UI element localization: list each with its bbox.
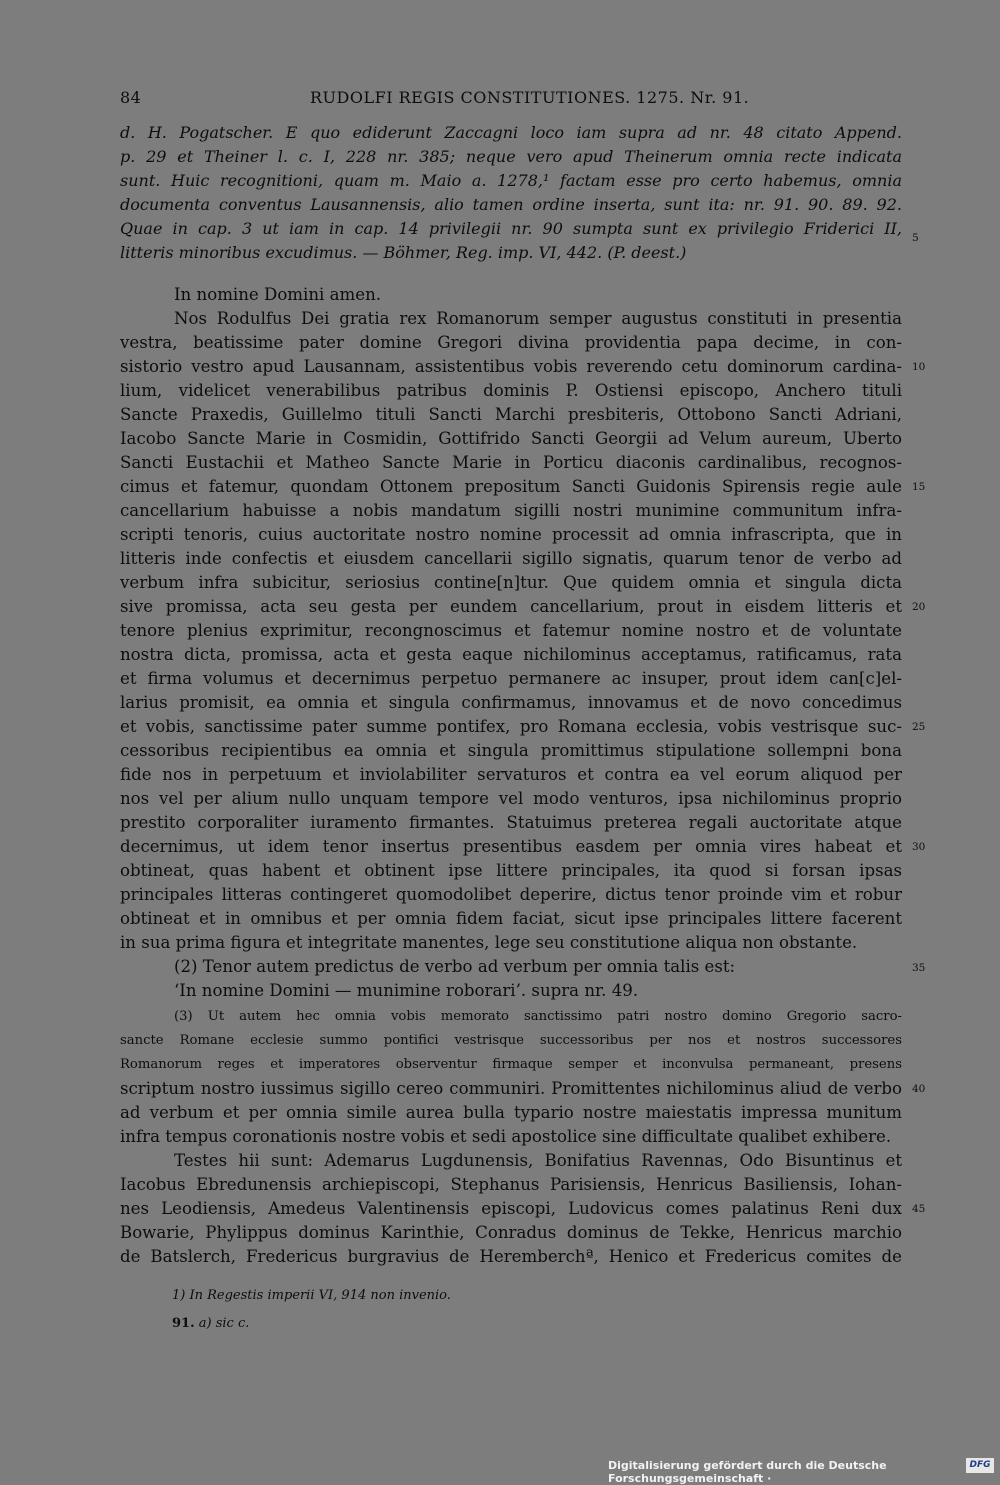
body-line: nes Leodiensis, Amedeus Valentinensis episcopi, Ludovicus comes palatinus Reni dux xyxy=(120,1199,902,1218)
body-line: ‘In nomine Domini — munimine roborari’. supra nr. 49. xyxy=(174,981,639,1000)
body-line: cessoribus recipientibus ea omnia et singula promittimus stipulatione sollempni bona xyxy=(120,741,902,760)
body-line: In nomine Domini amen. xyxy=(174,285,382,304)
running-title: RUDOLFI REGIS CONSTITUTIONES. 1275. Nr. 91. xyxy=(310,88,750,107)
body-line: Testes hii sunt: Ademarus Lugdunensis, Bonifatius Ravennas, Odo Bisuntinus et xyxy=(174,1151,902,1170)
body-line: vestra, beatissime pater domine Gregori divina providentia papa decime, in con- xyxy=(120,333,902,352)
body-line: Sancti Eustachii et Matheo Sancte Marie in Porticu diaconis cardinalibus, recognos- xyxy=(120,453,902,472)
footnote-2 xyxy=(172,1316,249,1331)
body-line: cancellarium habuisse a nobis mandatum sigilli nostri munimine communitum infra- xyxy=(120,501,902,520)
body-line: scriptum nostro iussimus sigillo cereo communiri. Promittentes nichilominus aliud de verbo xyxy=(120,1079,902,1098)
body-line: litteris inde confectis et eiusdem cancellarii sigillo signatis, quarum tenor de verbo ad xyxy=(120,549,902,568)
intro-line: litteris minoribus excudimus. — Böhmer, Reg. imp. VI, 442. (P. deest.) xyxy=(120,243,687,262)
dfg-logo: DFG xyxy=(966,1458,994,1473)
body-line: decernimus, ut idem tenor insertus presentibus easdem per omnia vires habeat et xyxy=(120,837,902,856)
body-line: tenore plenius exprimitur, recongnoscimus et fatemur nomine nostro et de voluntate xyxy=(120,621,902,640)
small-line: Romanorum reges et imperatores observentur firmaque semper et inconvulsa permaneant, presens xyxy=(120,1057,902,1072)
body-line: obtineat, quas habent et obtinent ipse littere principales, ita quod si forsan ipsas xyxy=(120,861,902,880)
body-line: infra tempus coronationis nostre vobis et sedi apostolice sine difficultate qualibet exhibere. xyxy=(120,1127,892,1146)
line-number: 5 xyxy=(912,232,919,244)
digitization-credit xyxy=(608,1457,996,1485)
body-line: Iacobo Sancte Marie in Cosmidin, Gottifrido Sancti Georgii ad Velum aureum, Uberto xyxy=(120,429,902,448)
intro-line: p. 29 et Theiner l. c. I, 228 nr. 385; neque vero apud Theinerum omnia recte indicata xyxy=(120,147,902,166)
body-line: (2) Tenor autem predictus de verbo ad verbum per omnia talis est: xyxy=(174,957,736,976)
line-number: 15 xyxy=(912,481,926,493)
footnote-2-text: a) sic c. xyxy=(198,1316,250,1331)
body-line: nos vel per alium nullo unquam tempore vel modo venturos, ipsa nichilominus proprio xyxy=(120,789,902,808)
line-number: 20 xyxy=(912,601,926,613)
line-number: 10 xyxy=(912,361,926,373)
body-line: cimus et fatemur, quondam Ottonem prepositum Sancti Guidonis Spirensis regie aule xyxy=(120,477,902,496)
small-line: sancte Romane ecclesie summo pontifici vestrisque successoribus per nos et nostros successores xyxy=(120,1033,902,1048)
body-line: sive promissa, acta seu gesta per eundem cancellarium, prout in eisdem litteris et xyxy=(120,597,902,616)
intro-line: sunt. Huic recognitioni, quam m. Maio a. 1278,¹ factam esse pro certo habemus, omnia xyxy=(120,171,902,190)
body-line: Bowarie, Phylippus dominus Karinthie, Conradus dominus de Tekke, Henricus marchio xyxy=(120,1223,902,1242)
body-line: fide nos in perpetuum et inviolabiliter servaturos et contra ea vel eorum aliquod per xyxy=(120,765,902,784)
body-line: Sancte Praxedis, Guillelmo tituli Sancti Marchi presbiteris, Ottobono Sancti Adriani, xyxy=(120,405,902,424)
intro-line: d. H. Pogatscher. E quo ediderunt Zaccagni loco iam supra ad nr. 48 citato Append. xyxy=(120,123,902,142)
body-line: prestito corporaliter iuramento firmantes. Statuimus preterea regali auctoritate atque xyxy=(120,813,902,832)
body-line: et firma volumus et decernimus perpetuo permanere ac insuper, prout idem can[c]el- xyxy=(120,669,902,688)
body-line: in sua prima figura et integritate manentes, lege seu constitutione aliqua non obstante. xyxy=(120,933,858,952)
body-line: verbum infra subicitur, seriosius contine[n]tur. Que quidem omnia et singula dicta xyxy=(120,573,902,592)
line-number: 35 xyxy=(912,962,926,974)
body-line: et vobis, sanctissime pater summe pontifex, pro Romana ecclesia, vobis vestrisque suc- xyxy=(120,717,902,736)
page-number: 84 xyxy=(120,88,142,107)
body-line: principales litteras contingeret quomodolibet deperire, dictus tenor proinde vim et robur xyxy=(120,885,902,904)
line-number: 45 xyxy=(912,1203,926,1215)
body-line: sistorio vestro apud Lausannam, assistentibus vobis reverendo cetu dominorum cardina- xyxy=(120,357,902,376)
footnote-document-number: 91. xyxy=(172,1316,195,1331)
body-line: obtineat et in omnibus et per omnia fidem faciat, sicut ipse principales littere facerent xyxy=(120,909,902,928)
small-line: (3) Ut autem hec omnia vobis memorato sanctissimo patri nostro domino Gregorio sacro- xyxy=(174,1009,902,1024)
line-number: 30 xyxy=(912,841,926,853)
credit-text: Digitalisierung gefördert durch die Deutsche Forschungsgemeinschaft · xyxy=(608,1459,887,1485)
intro-line: Quae in cap. 3 ut iam in cap. 14 privilegii nr. 90 sumpta sunt ex privilegio Friderici II, xyxy=(120,219,902,238)
body-line: Iacobus Ebredunensis archiepiscopi, Stephanus Parisiensis, Henricus Basiliensis, Iohan- xyxy=(120,1175,902,1194)
body-line: ad verbum et per omnia simile aurea bulla typario nostre maiestatis impressa munitum xyxy=(120,1103,902,1122)
body-line: lium, videlicet venerabilibus patribus dominis P. Ostiensi episcopo, Anchero tituli xyxy=(120,381,902,400)
body-line: nostra dicta, promissa, acta et gesta eaque nichilominus acceptamus, ratificamus, rata xyxy=(120,645,902,664)
body-line: Nos Rodulfus Dei gratia rex Romanorum semper augustus constituti in presentia xyxy=(174,309,902,328)
page-header xyxy=(120,88,910,110)
body-line: larius promisit, ea omnia et singula confirmamus, innovamus et de novo concedimus xyxy=(120,693,902,712)
footnote-1: 1) In Regestis imperii VI, 914 non invenio. xyxy=(172,1288,451,1303)
intro-line: documenta conventus Lausannensis, alio tamen ordine inserta, sunt ita: nr. 91. 90. 89. 92. xyxy=(120,195,902,214)
body-line: scripti tenoris, cuius auctoritate nostro nomine processit ad omnia infrascripta, que in xyxy=(120,525,902,544)
line-number: 25 xyxy=(912,721,926,733)
line-number: 40 xyxy=(912,1083,926,1095)
body-line: de Batslerch, Fredericus burgravius de Heremberchª, Henico et Fredericus comites de xyxy=(120,1247,902,1266)
